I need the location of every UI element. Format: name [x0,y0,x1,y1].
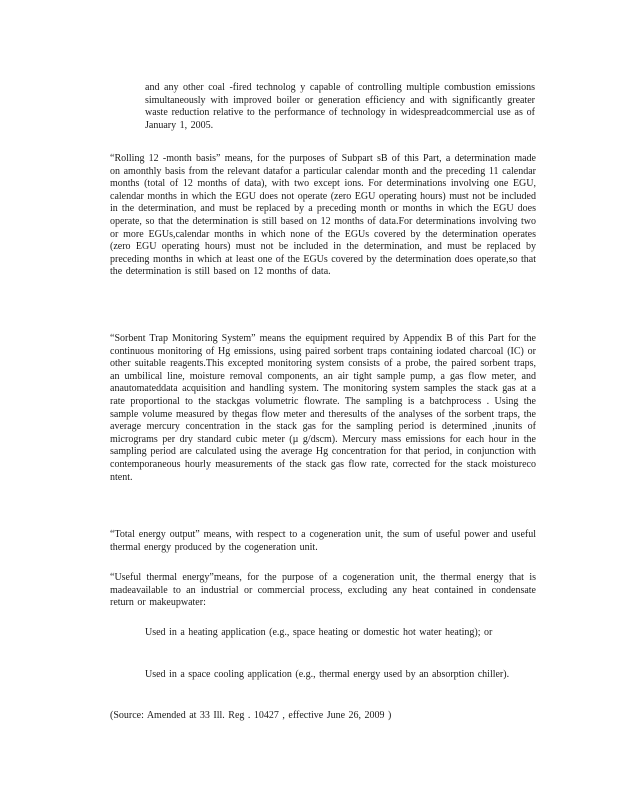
rolling-12-month-basis-definition: “Rolling 12 -month basis” means, for the purposes of Subpart sB of this Part, a determination made on amonthly basis from the relevant datafor a particular calendar month and the preceding 11 calendar months (total of 12 months of data), with two except ions. For determinations involving one EGU, calendar months in which the EGU does not operate (zero EGU operating hours) must not be included in the determination, and must be replaced by a preceding month or months in which the EGU does operate, so that the determination is still based on 12 months of data.For determinations involving two or more EGUs,calendar months in which none of the EGUs covered by the determination operates (zero EGU operating hours) must not be included in the determination, and must be replaced by preceding months in which at least one of the EGUs covered by the determination does operate,so that the determination is still based on 12 months of data. [110,153,536,278]
total-energy-output-definition: “Total energy output” means, with respect to a cogeneration unit, the sum of useful power and useful thermal energy produced by the cogeneration unit. [110,529,536,553]
heating-application-item: Used in a heating application (e.g., space heating or domestic hot water heating); or [145,627,493,638]
definition-continuation-paragraph: and any other coal -fired technolog y capable of controlling multiple combustion emissions simultaneously with improved boiler or generation efficiency and with significantly greater waste reduction relative to the performance of technology in widespreadcommercial use as of January 1, 2005. [145,82,535,131]
source-note: (Source: Amended at 33 Ill. Reg . 10427 , effective June 26, 2009 ) [110,710,392,721]
cooling-application-item: Used in a space cooling application (e.g., thermal energy used by an absorption chiller). [145,669,510,680]
useful-thermal-energy-definition: “Useful thermal energy”means, for the purpose of a cogeneration unit, the thermal energy that is madeavailable to an industrial or commercial process, excluding any heat contained in condensate return or makeupwater: [110,572,536,609]
sorbent-trap-monitoring-system-definition: “Sorbent Trap Monitoring System” means the equipment required by Appendix B of this Part for the continuous monitoring of Hg emissions, using paired sorbent traps containing iodated charcoal (IC) or other suitable reagents.This excepted monitoring system consists of a probe, the paired sorbent traps, an umbilical line, moisture removal components, an air tight sample pump, a gas flow meter, and anautomateddata acquisition and handling system. The monitoring system samples the stack gas at a rate proportional to the stackgas volumetric flowrate. The sampling is a batchprocess . Using the sample volume measured by thegas flow meter and theresults of the analyses of the sorbent traps, the average mercury concentration in the stack gas for the sampling period is determined ,inunits of micrograms per dry standard cubic meter (µ g/dscm). Mercury mass emissions for each hour in the sampling period are calculated using the average Hg concentration for that period, in conjunction with contemporaneous hourly measurements of the stack gas flow rate, corrected for the stack moistureco ntent. [110,333,536,483]
